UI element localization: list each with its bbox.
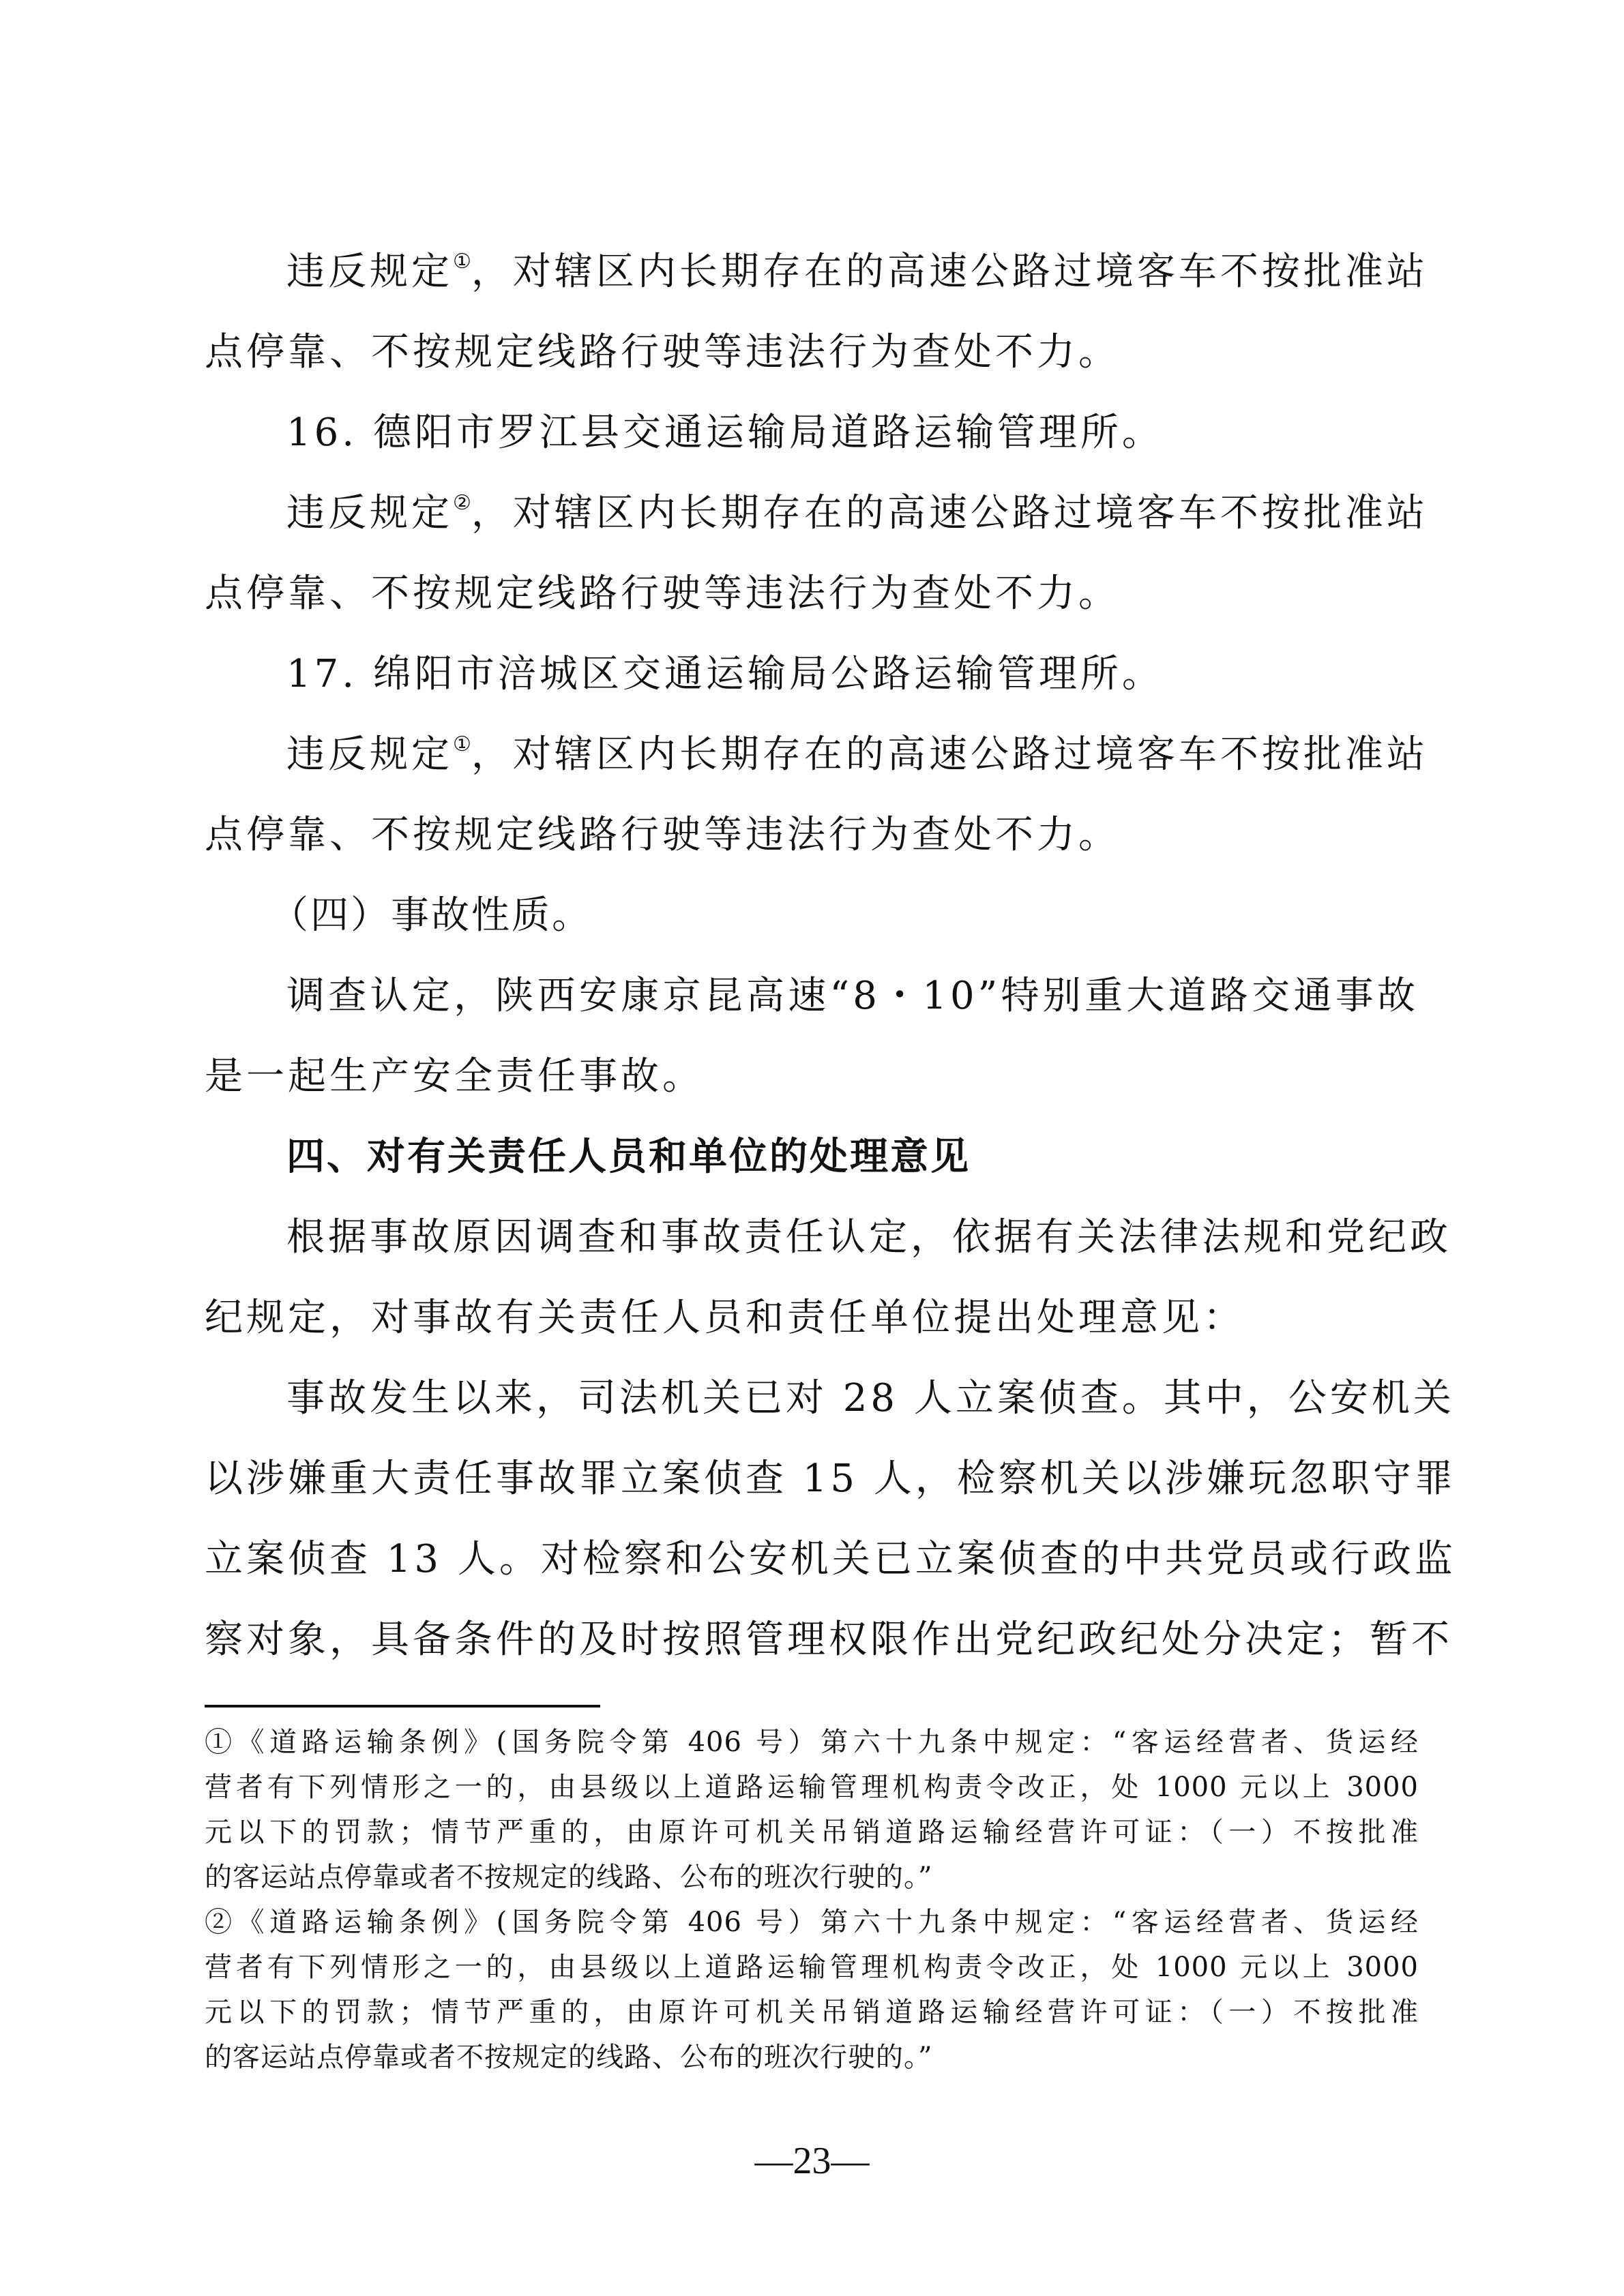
list-item-16: 16. 德阳市罗江县交通运输局道路运输管理所。 (286, 411, 1164, 455)
paragraph-text: ，对辖区内长期存在的高速公路过境客车不按批准站 (471, 491, 1428, 535)
paragraph-prefix: 违反规定 (286, 250, 453, 294)
paragraph-text: ，对辖区内长期存在的高速公路过境客车不按批准站 (471, 250, 1428, 294)
paragraph-judicial-line-3: 立案侦查 13 人。对检察和公安机关已立案侦查的中共党员或行政监 (205, 1537, 1456, 1581)
page-number: —23— (754, 2140, 870, 2182)
footnotes (205, 1720, 1419, 2080)
paragraph-accident-nature-line-1: 调查认定，陕西安康京昆高速“8・10”特别重大道路交通事故 (286, 974, 1419, 1018)
paragraph-judicial-line-4: 察对象，具备条件的及时按照管理权限作出党纪政纪处分决定；暂不 (205, 1617, 1453, 1662)
list-item-17: 17. 绵阳市涪城区交通运输局公路运输管理所。 (286, 652, 1164, 696)
footnote-divider (205, 1705, 600, 1708)
paragraph-accident-nature-line-2: 是一起生产安全责任事故。 (205, 1054, 704, 1099)
footnote-line: 的客运站点停靠或者不按规定的线路、公布的班次行驶的。” (205, 1862, 933, 1893)
footnote-line: 营者有下列情形之一的，由县级以上道路运输管理机构责令改正，处 1000 元以上 3000 (205, 1952, 1419, 1983)
footnote-reference-1[interactable]: ① (453, 250, 471, 273)
footnote-2 (205, 1900, 1419, 2080)
paragraph-violation-2-line-2: 点停靠、不按规定线路行驶等违法行为查处不力。 (205, 571, 1120, 616)
footnote-line: 营者有下列情形之一的，由县级以上道路运输管理机构责令改正，处 1000 元以上 3000 (205, 1772, 1419, 1803)
paragraph-basis-line-1: 根据事故原因调查和事故责任认定，依据有关法律法规和党纪政 (286, 1215, 1451, 1259)
paragraph-prefix: 违反规定 (286, 491, 453, 535)
section-heading-handling-opinions: 四、对有关责任人员和单位的处理意见 (286, 1135, 971, 1179)
paragraph-prefix: 违反规定 (286, 732, 453, 777)
footnote-1 (205, 1720, 1419, 1900)
paragraph-violation-3-line-1 (205, 715, 1428, 795)
paragraph-basis-line-2: 纪规定，对事故有关责任人员和责任单位提出处理意见： (205, 1296, 1245, 1340)
paragraph-violation-1-line-2: 点停靠、不按规定线路行驶等违法行为查处不力。 (205, 330, 1120, 374)
paragraph-violation-3-line-2: 点停靠、不按规定线路行驶等违法行为查处不力。 (205, 813, 1120, 857)
footnote-reference-2[interactable]: ② (453, 491, 471, 515)
footnote-reference-1[interactable]: ① (453, 732, 471, 756)
footnote-line: ②《道路运输条例》(国务院令第 406 号）第六十九条中规定：“客运经营者、货运经 (205, 1907, 1419, 1938)
footnote-line: 元以下的罚款；情节严重的，由原许可机关吊销道路运输经营许可证：（一）不按批准 (205, 1997, 1419, 2028)
paragraph-violation-2-line-1 (205, 473, 1428, 554)
document-body (205, 232, 1456, 1680)
paragraph-judicial-line-1: 事故发生以来，司法机关已对 28 人立案侦查。其中，公安机关 (286, 1376, 1455, 1420)
paragraph-text: ，对辖区内长期存在的高速公路过境客车不按批准站 (471, 732, 1428, 777)
paragraph-judicial-line-2: 以涉嫌重大责任事故罪立案侦查 15 人，检察机关以涉嫌玩忽职守罪 (205, 1457, 1456, 1501)
footnote-line: ①《道路运输条例》(国务院令第 406 号）第六十九条中规定：“客运经营者、货运经 (205, 1727, 1419, 1758)
paragraph-violation-1-line-1 (205, 232, 1428, 312)
subsection-heading-accident-nature: （四）事故性质。 (270, 893, 592, 938)
footnote-line: 的客运站点停靠或者不按规定的线路、公布的班次行驶的。” (205, 2042, 933, 2073)
footnote-line: 元以下的罚款；情节严重的，由原许可机关吊销道路运输经营许可证：（一）不按批准 (205, 1817, 1419, 1848)
